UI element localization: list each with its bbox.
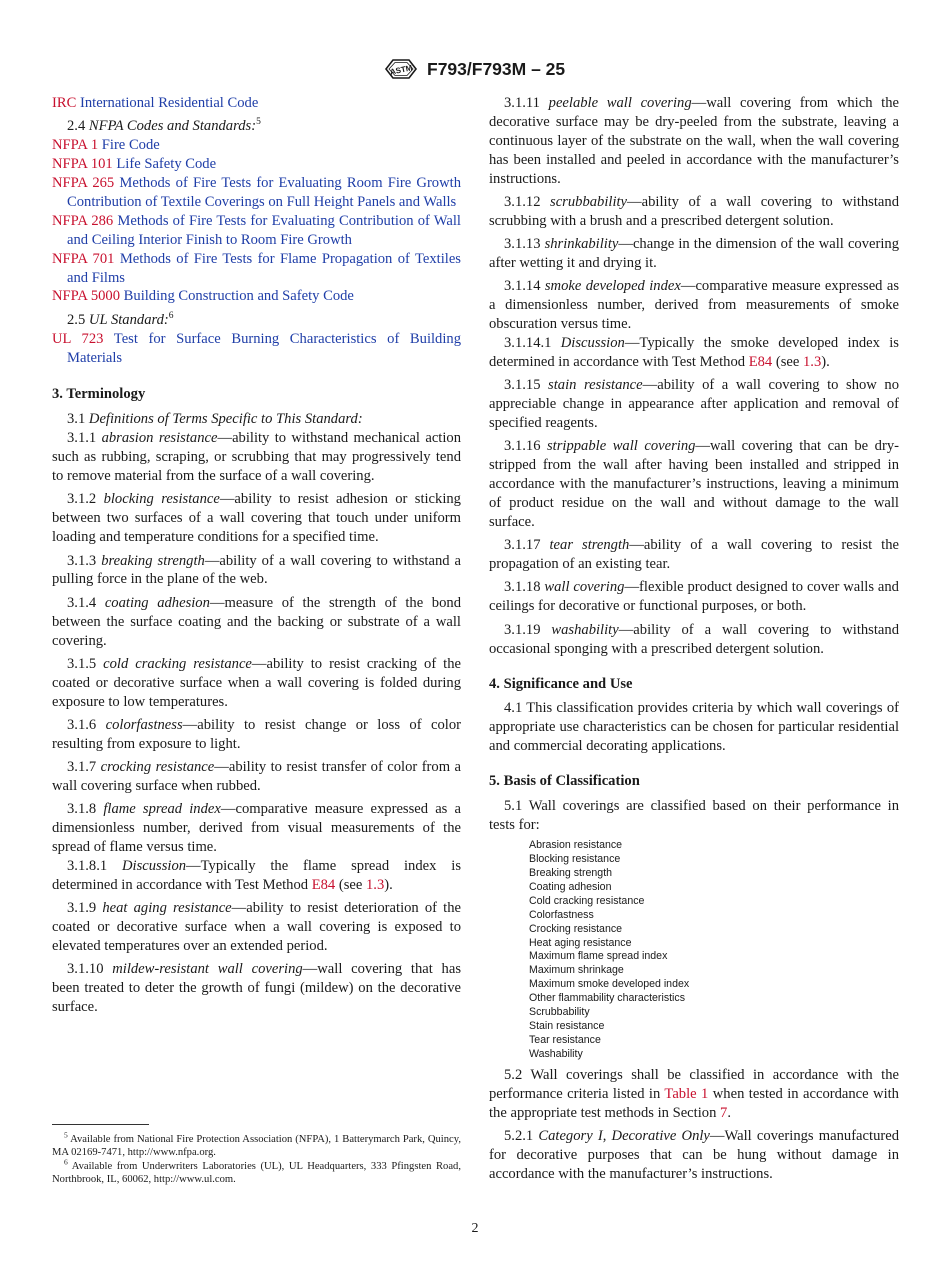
definition-term: tear strength [549, 537, 630, 554]
definition-text: —measure of the strength of the bond between the surface coating and the backing or substrate of a wall covering. [52, 594, 461, 649]
definition-number: 3.1.10 [67, 961, 104, 978]
reference-code[interactable]: NFPA 1 [52, 137, 99, 154]
definition-3-1-10 [52, 960, 461, 1017]
list-item: Cold cracking resistance [529, 894, 645, 907]
discussion-text: ). [384, 876, 393, 893]
paragraph-number: 5.1 [504, 798, 523, 815]
page-number: 2 [471, 1221, 479, 1236]
definition-number: 3.1.18 [504, 579, 541, 596]
list-item: Blocking resistance [529, 852, 621, 865]
link-1-3[interactable]: 1.3 [803, 353, 822, 370]
definition-text: —ability of a wall covering to withstand scrubbing with a brush and a prescribed detergent solution. [489, 193, 899, 229]
definition-3-1-13 [489, 235, 899, 273]
definition-term: wall covering [544, 579, 625, 596]
footnote-ref: 5 [256, 117, 261, 128]
definition-3-1-19 [489, 621, 899, 659]
reference-title[interactable]: Life Safety Code [116, 156, 217, 173]
definition-term: heat aging resistance [102, 900, 232, 917]
subsection-label: UL Standard: [88, 311, 169, 328]
definition-number: 3.1.11 [504, 95, 540, 111]
reference-code[interactable]: NFPA 5000 [52, 288, 121, 305]
definition-number: 3.1.9 [67, 900, 97, 917]
section-heading: 5. Basis of Classification [489, 773, 640, 790]
definition-3-1-15 [489, 376, 899, 433]
link-e84[interactable]: E84 [748, 353, 773, 370]
definition-3-1-1 [52, 429, 461, 486]
footnote-5 [52, 1130, 461, 1160]
definition-text: —ability to resist transfer of color from a wall covering surface when rubbed. [52, 759, 461, 795]
reference-nfpa-1 [52, 136, 461, 155]
paragraph-text: This classification provides criteria by which wall coverings of appropriate use characteristics can be chosen for particular residential and commercial decorating applications. [489, 700, 899, 755]
paragraph-5-2 [489, 1066, 899, 1123]
definition-number: 3.1.14.1 [504, 335, 552, 352]
definition-number: 3.1.19 [504, 621, 541, 638]
definition-text: —ability to withstand mechanical action such as rubbing, scraping, or scrubbing that may progressively tend to remove material from the surface of a wall covering. [52, 430, 462, 485]
footnote-divider [52, 1124, 149, 1125]
definition-term: abrasion resistance [101, 430, 218, 447]
discussion-label: Discussion [121, 858, 187, 875]
definition-term: peelable wall covering [548, 95, 692, 111]
reference-nfpa-101 [52, 155, 461, 174]
definition-term: flame spread index [103, 801, 221, 818]
definition-text: —wall covering that can be dry-stripped from the wall after having been installed and stripped in accordance with the manufacturer’s instructions, leaving a minimum of product residue on the wall and without damage to the wall surface. [489, 438, 899, 530]
reference-title[interactable]: Building Construction and Safety Code [123, 288, 354, 305]
definition-3-1-16 [489, 437, 899, 532]
footnote-text: Available from National Fire Protection Association (NFPA), 1 Batterymarch Park, Quincy, MA 02169-7471, http://www.nfpa.org. [52, 1134, 461, 1159]
subsection-number: 2.4 [67, 118, 86, 135]
definition-number: 3.1.14 [504, 278, 541, 295]
reference-title[interactable]: Methods of Fire Tests for Evaluating Contribution of Wall and Ceiling Interior Finish to Room Fire Growth [67, 212, 461, 248]
definition-3-1-18 [489, 578, 899, 616]
definition-term: washability [551, 621, 619, 638]
reference-code[interactable]: NFPA 701 [52, 250, 115, 267]
definition-3-1-4 [52, 594, 461, 651]
discussion-label: Discussion [560, 335, 625, 352]
definition-term: shrinkability [544, 236, 619, 253]
link-e84[interactable]: E84 [311, 876, 336, 893]
discussion-text: (see [335, 876, 366, 893]
left-column [52, 94, 461, 1021]
discussion-3-1-14-1 [489, 334, 899, 372]
footnote-6 [52, 1157, 461, 1187]
reference-title[interactable]: International Residential Code [79, 95, 259, 111]
reference-nfpa-286 [52, 212, 461, 250]
page-header [0, 57, 950, 83]
paragraph-5-1 [489, 797, 899, 835]
link-1-3[interactable]: 1.3 [366, 876, 385, 893]
category-term: Category I, Decorative Only [538, 1128, 710, 1145]
list-item: Scrubbability [529, 1006, 590, 1019]
definition-text: —ability to resist adhesion or sticking between two surfaces of a wall covering that touch under uniform loading and temperature conditions for a specified time. [52, 491, 461, 546]
discussion-3-1-8-1 [52, 857, 461, 895]
definition-number: 3.1.2 [67, 491, 97, 508]
reference-title[interactable]: Methods of Fire Tests for Evaluating Room Fire Growth Contribution of Textile Coverings on Full Height Panels and Walls [67, 175, 461, 210]
definition-text: —comparative measure expressed as a dimensionless number, derived from visual measurements of the spread of flame versus time. [52, 801, 461, 856]
discussion-text: ). [821, 353, 830, 370]
footnotes [52, 1124, 461, 1187]
footnote-number: 6 [64, 1157, 68, 1167]
subsection-2-5 [52, 311, 461, 330]
list-item: Colorfastness [529, 908, 594, 921]
definition-text: —ability to resist change or loss of color resulting from exposure to light. [52, 716, 461, 752]
definition-3-1-6 [52, 716, 461, 754]
definition-number: 3.1.8 [67, 801, 97, 818]
definition-term: coating adhesion [104, 594, 210, 611]
subsection-label: NFPA Codes and Standards: [88, 118, 257, 135]
footnote-number: 5 [64, 1130, 68, 1140]
paragraph-4-1 [489, 699, 899, 756]
definition-text: —comparative measure expressed as a dimensionless number, derived from measurements of smoke obscuration versus time. [489, 278, 899, 333]
definition-number: 3.1.8.1 [67, 858, 108, 875]
reference-code[interactable]: NFPA 286 [52, 212, 114, 229]
subsection-3-1 [52, 410, 461, 429]
definition-3-1-14 [489, 277, 899, 334]
definition-text: —ability of a wall covering to withstand a pulling force in the plane of the web. [52, 552, 462, 588]
reference-code[interactable]: UL 723 [52, 330, 104, 347]
definition-number: 3.1.1 [67, 430, 97, 447]
definition-term: stain resistance [548, 377, 643, 394]
discussion-text: —Typically the smoke developed index is determined in accordance with Test Method [489, 335, 899, 370]
list-item: Maximum flame spread index [529, 950, 668, 963]
section-heading: 4. Significance and Use [489, 675, 633, 692]
definition-3-1-17 [489, 536, 899, 574]
definition-3-1-11 [489, 94, 899, 189]
reference-code[interactable]: NFPA 265 [52, 175, 115, 192]
list-item: Coating adhesion [529, 880, 612, 893]
definition-term: crocking resistance [100, 759, 215, 776]
definition-number: 3.1.7 [67, 759, 97, 776]
list-item: Heat aging resistance [529, 936, 632, 949]
list-item: Maximum smoke developed index [529, 978, 690, 991]
reference-title[interactable]: Fire Code [101, 137, 160, 154]
reference-nfpa-265 [52, 174, 461, 212]
list-item: Maximum shrinkage [529, 964, 624, 977]
definition-3-1-12 [489, 193, 899, 231]
paragraph-number: 4.1 [504, 700, 523, 717]
definition-text: —ability to resist deterioration of the coated or decorative surface when a wall covering is exposed to elevated temperatures over an extended period. [52, 900, 462, 955]
definition-text: —ability to resist cracking of the coated or decorative surface when a wall covering is folded during exposure to low temperatures. [52, 655, 461, 710]
paragraph-number: 5.2.1 [504, 1128, 534, 1145]
definition-3-1-5 [52, 655, 461, 712]
astm-logo-icon [384, 57, 418, 81]
paragraph-number: 5.2 [504, 1067, 523, 1084]
link-section-7[interactable]: 7 [720, 1104, 728, 1121]
definition-number: 3.1.13 [504, 236, 541, 253]
subsection-label: Definitions of Terms Specific to This Standard: [88, 411, 363, 428]
definition-number: 3.1.17 [504, 537, 541, 554]
svg-text:ASTM: ASTM [389, 63, 414, 77]
definition-text: —ability of a wall covering to resist the propagation of an existing tear. [489, 537, 900, 573]
section-heading: 3. Terminology [52, 386, 146, 403]
list-item: Tear resistance [529, 1034, 601, 1047]
definition-number: 3.1.6 [67, 716, 97, 733]
definition-text: —wall covering that has been treated to deter the growth of fungi (mildew) on the decorative surface. [52, 961, 462, 1016]
definition-text: —wall covering from which the decorative surface may be dry-peeled from the substrate, leaving a continuous layer of the substrate on the wall, when the wall covering has been installed and peeled in accordance with the manufacturer’s instructions. [489, 95, 899, 187]
paragraph-text: —Wall coverings manufactured for decorative purposes that can be hung without damage in accordance with the manufacturer’s instructions. [489, 1128, 899, 1183]
list-item: Breaking strength [529, 866, 613, 879]
definition-term: breaking strength [101, 552, 205, 569]
reference-ul-723 [52, 330, 461, 368]
right-column [489, 94, 899, 1188]
definition-text: —change in the dimension of the wall covering after wetting it and drying it. [489, 236, 900, 272]
discussion-text: —Typically the flame spread index is determined in accordance with Test Method [52, 858, 461, 893]
definition-3-1-2 [52, 490, 461, 547]
list-item: Abrasion resistance [529, 838, 623, 851]
definition-number: 3.1.4 [67, 594, 97, 611]
paragraph-text: Wall coverings are classified based on their performance in tests for: [489, 798, 899, 833]
definition-3-1-3 [52, 552, 461, 590]
paragraph-text: when tested in accordance with the appropriate test methods in Section [489, 1086, 899, 1121]
subsection-number: 2.5 [67, 311, 86, 328]
discussion-text: (see [772, 353, 803, 370]
definition-term: scrubbability [550, 193, 628, 210]
definition-3-1-7 [52, 758, 461, 796]
list-item: Stain resistance [529, 1020, 605, 1033]
list-item: Crocking resistance [529, 922, 623, 935]
reference-title[interactable]: Methods of Fire Tests for Flame Propagation of Textiles and Films [67, 250, 461, 286]
reference-code[interactable]: NFPA 101 [52, 156, 113, 173]
definition-term: blocking resistance [103, 491, 220, 508]
reference-title[interactable]: Test for Surface Burning Characteristics of Building Materials [67, 330, 462, 366]
definition-text: —flexible product designed to cover walls and ceilings for decorative or functional purposes, or both. [489, 579, 899, 615]
list-item: Other flammability characteristics [529, 992, 686, 1005]
definition-number: 3.1.15 [504, 377, 541, 394]
reference-irc [52, 94, 461, 113]
footnote-text: Available from Underwriters Laboratories (UL), UL Headquarters, 333 Pfingsten Road, Northbrook, IL, 60062, http://www.ul.com. [52, 1160, 461, 1186]
definition-term: strippable wall covering [547, 438, 696, 455]
paragraph-5-2-1 [489, 1127, 899, 1184]
paragraph-text: . [727, 1104, 731, 1121]
definition-term: cold cracking resistance [103, 655, 252, 672]
definition-3-1-9 [52, 899, 461, 956]
reference-nfpa-701 [52, 250, 461, 288]
definition-term: mildew-resistant wall covering [112, 961, 303, 978]
link-table-1[interactable]: Table 1 [664, 1086, 709, 1102]
definition-3-1-8 [52, 800, 461, 857]
definition-number: 3.1.5 [67, 655, 97, 672]
subsection-number: 3.1 [67, 411, 86, 428]
paragraph-text: Wall coverings shall be classified in accordance with the performance criteria listed in [489, 1067, 899, 1102]
subsection-2-4 [52, 117, 461, 136]
document-designation: F793/F793M – 25 [427, 59, 566, 79]
definition-term: smoke developed index [544, 278, 681, 295]
definition-term: colorfastness [105, 716, 183, 733]
definition-number: 3.1.12 [504, 193, 541, 210]
footnote-ref: 6 [168, 310, 174, 321]
test-list [529, 839, 899, 1062]
definition-text: —ability of a wall covering to show no appreciable change in appearance after application and removal of specified reagents. [489, 377, 899, 432]
definition-number: 3.1.3 [67, 552, 97, 569]
definition-number: 3.1.16 [504, 438, 541, 455]
reference-code[interactable]: IRC [52, 95, 77, 111]
definition-text: —ability of a wall covering to withstand occasional sponging with a prescribed detergent solution. [489, 621, 899, 657]
list-item: Washability [529, 1048, 583, 1061]
reference-nfpa-5000 [52, 287, 461, 306]
